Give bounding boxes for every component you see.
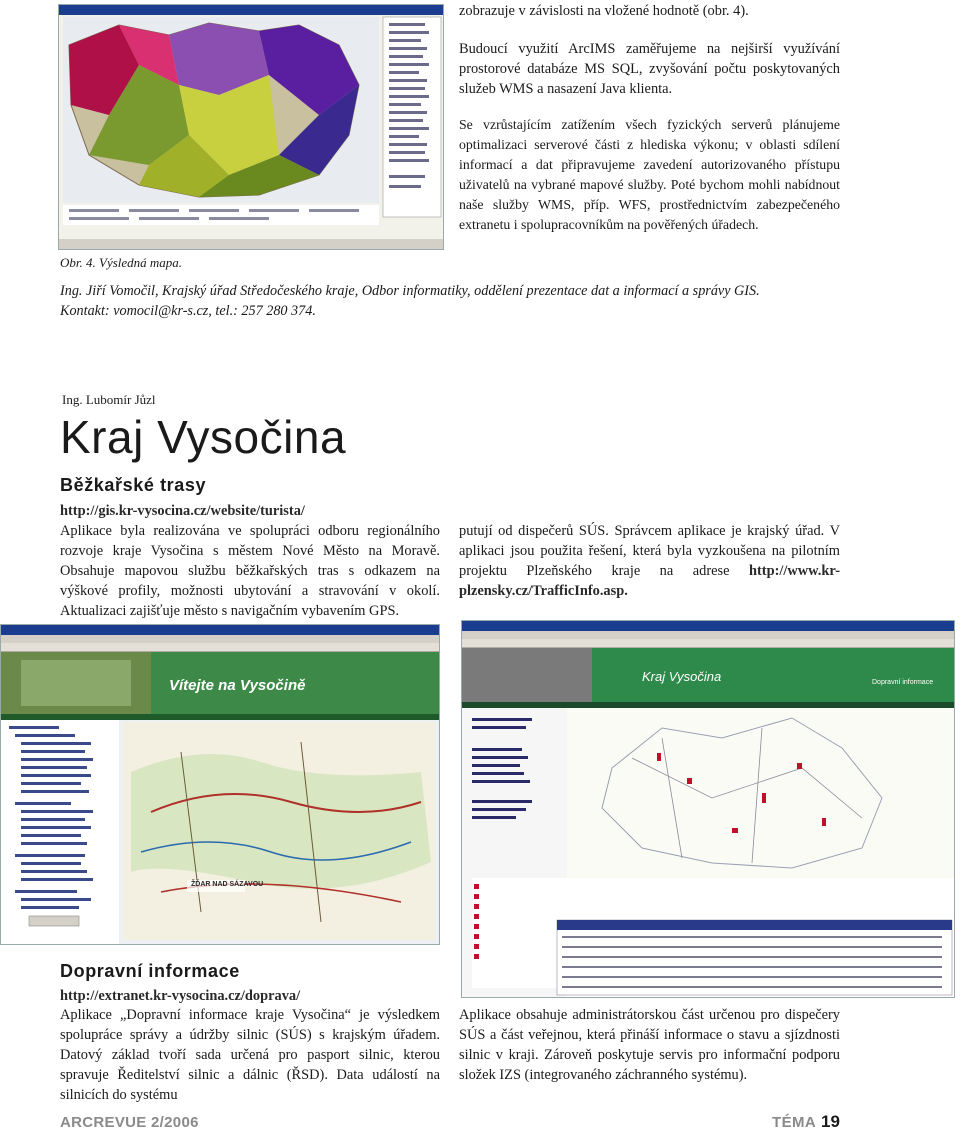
doprava-banner-link[interactable]: Dopravní informace [872, 679, 934, 686]
screenshot-turista [0, 624, 440, 945]
author-note-line1: Ing. Jiří Vomočil, Krajský úřad Středočeského kraje, Odbor informatiky, oddělení prezentace dat a informací a správy GIS. [60, 283, 760, 299]
footer-section: TÉMA [772, 1114, 817, 1131]
turista-map-label: ŽĎAR NAD SÁZAVOU [191, 881, 264, 888]
turista-title-bar [1, 625, 439, 635]
turista-address-bar [1, 643, 439, 652]
section1-url-link[interactable]: http://gis.kr-vysocina.cz/website/turista/ [60, 503, 305, 519]
footer-journal: ARCREVUE 2/2006 [60, 1114, 199, 1131]
article-title: Kraj Vysočina [60, 411, 347, 463]
section1-right-text [459, 521, 840, 601]
top-right-line1: zobrazuje v závislosti na vložené hodnotě (obr. 4). [459, 3, 749, 19]
figure4-caption: Obr. 4. Výsledná mapa. [60, 255, 183, 270]
section2-heading: Dopravní informace [60, 961, 240, 981]
section1-heading: Běžkařské trasy [60, 475, 207, 495]
section1-text: Aplikace byla realizována ve spolupráci odboru regionálního rozvoje kraje Vysočina s městem Nové Město na Moravě. Obsahuje mapovou službu běžkařských tras s odkazem na výškové profily, možnosti ubytování a stravování v okolí. Aktualizaci zajišťuje město s navigačním vybavením GPS. [60, 523, 440, 619]
section2-right-text: Aplikace obsahuje administrátorskou část určenou pro dispečery SÚS a část veřejnou, která přináší informace o stavu a sjízdnosti silnic v kraji. Zároveň poskytuje servis pro informační podporu složek IZS (integrovaného záchranného systému). [459, 1007, 840, 1083]
doprava-title-bar [462, 621, 954, 631]
doprava-address-bar [462, 639, 954, 648]
figure4-map-screenshot [58, 4, 444, 250]
plzensky-url-link[interactable]: http://www.kr-plzensky.cz/TrafficInfo.asp. [459, 563, 840, 599]
screenshot-doprava [461, 620, 955, 998]
author-note [60, 281, 820, 321]
article-author: Ing. Lubomír Jůzl [62, 392, 156, 407]
figure4-map-graphic [59, 5, 443, 249]
doprava-banner-logo: Kraj Vysočina [642, 669, 722, 684]
footer-page-number: 19 [821, 1112, 840, 1131]
section2-text: Aplikace „Dopravní informace kraje Vysočina“ je výsledkem spolupráce správy a údržby silnic (SÚS) s krajským úřadem. Datový základ tvoří sada určená pro pasport silnic, kterou spravuje Ředitelství silnic a dálnic (ŘSD). Data událostí na silnicích do systému [60, 1007, 440, 1103]
section2-url-link[interactable]: http://extranet.kr-vysocina.cz/doprava/ [60, 988, 301, 1004]
doprava-page-graphic [462, 648, 954, 997]
author-note-line2: Kontakt: vomocil@kr-s.cz, tel.: 257 280 374. [60, 303, 316, 319]
top-right-paragraph1: Budoucí využití ArcIMS zaměřujeme na nejširší využívání prostorové databáze MS SQL, zvyšování počtu poskytovaných služeb WMS a nasazení Java klienta. [459, 41, 840, 97]
turista-banner-text: Vítejte na Vysočině [169, 677, 306, 694]
top-right-paragraph2: Se vzrůstajícím zatížením všech fyzických serverů plánujeme optimalizaci serverové části z hlediska výkonu; v oblasti sdílení informací a dat připravujeme zavedení autorizovaného přístupu uživatelů na vybrané mapové služby. Poté bychom mohli nabídnout naše služby WMS, příp. WFS, prostřednictvím zabezpečeného extranetu i spolupracovníkům na pověřených úřadech. [459, 117, 840, 232]
turista-page-graphic [1, 652, 439, 944]
section1-right-body: putují od dispečerů SÚS. Správcem aplikace je krajský úřad. V aplikaci jsou použita řešení, která byla vyzkoušena na pilotním projektu Plzeňského kraje na adrese [459, 523, 840, 579]
